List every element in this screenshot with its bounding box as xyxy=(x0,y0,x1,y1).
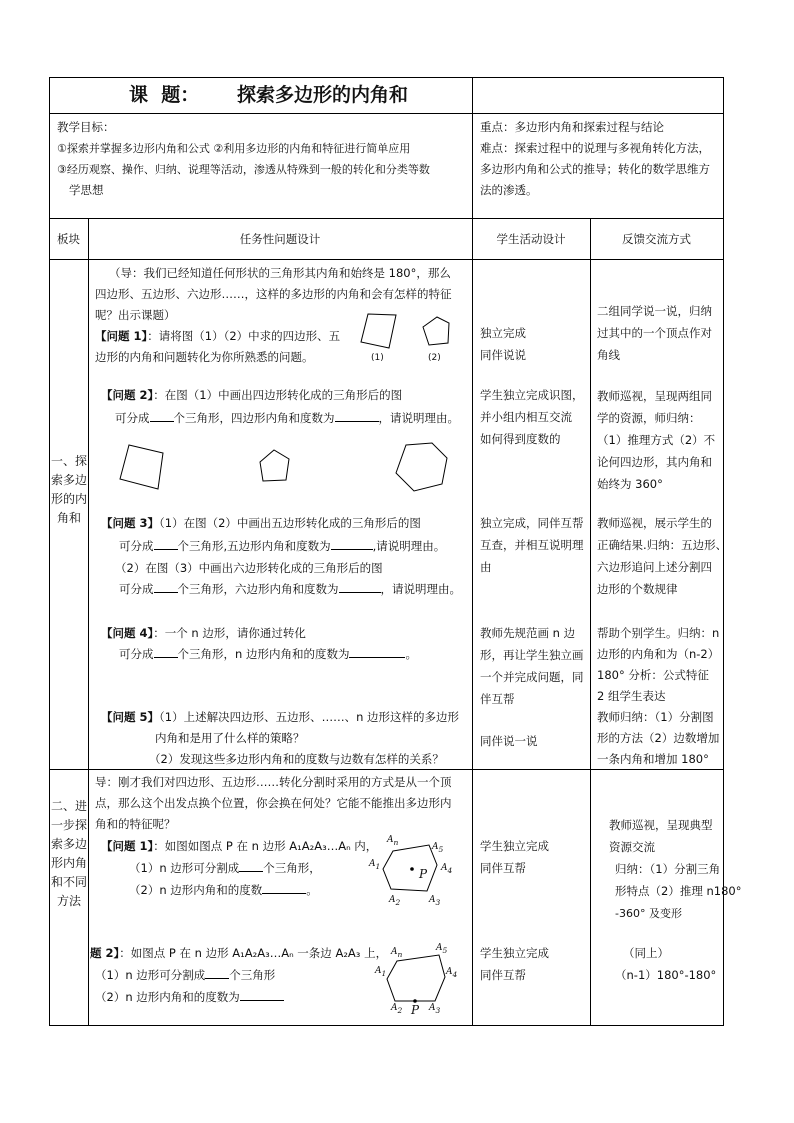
title-label: 课 题： xyxy=(129,84,200,106)
page-title: 探索多边形的内角和 xyxy=(237,84,409,106)
answer-blank[interactable] xyxy=(150,408,174,422)
col-section: 板块 xyxy=(57,232,80,246)
student-activity: 学生独立完成识图， xyxy=(480,388,584,402)
feedback-line: 教师归纳：（1）分割图 xyxy=(597,710,714,724)
q2-label: 题 2】 xyxy=(90,946,120,960)
feedback-line: （1）推理方式（2）不 xyxy=(597,433,716,447)
student-activity: 如何得到度数的 xyxy=(480,432,561,446)
student-activity: 同伴互帮 xyxy=(480,861,526,875)
figure-caption: (2) xyxy=(428,353,441,363)
difficulty-line: 多边形内角和公式的推导；转化的数学思维方 xyxy=(480,162,710,176)
intro-line: 导：刚才我们对四边形、五边形……转化分割时采用的方式是从一个顶 xyxy=(95,775,452,789)
figure-caption: (1) xyxy=(371,353,384,363)
answer-blank[interactable] xyxy=(262,880,306,894)
section1-label: 一、探索多边形的内角和 xyxy=(50,454,87,525)
difficulty-line: 法的渗透。 xyxy=(480,183,538,197)
answer-blank[interactable] xyxy=(239,858,263,872)
intro-line: 四边形、五边形、六边形……，这样的多边形的内角和会有怎样的特征 xyxy=(95,287,452,301)
feedback-line: （n-1）180°-180° xyxy=(615,968,717,982)
q5-text: （1）上述解决四边形、五边形、……、n 边形这样的多边形 xyxy=(159,710,460,724)
quadrilateral-figure xyxy=(118,443,168,491)
feedback-line: 边形的内角和为（n-2） xyxy=(597,647,720,661)
q3-label: 【问题 3】 xyxy=(101,516,160,530)
feedback-line: 教师巡视，呈现两组同 xyxy=(597,389,712,403)
answer-blank[interactable] xyxy=(331,536,373,550)
q4-text: ：一个 n 边形，请你通过转化 xyxy=(153,626,306,640)
student-activity: 同伴互帮 xyxy=(480,968,526,982)
pentagon-figure xyxy=(257,448,293,484)
feedback-line: 始终为 360° xyxy=(597,477,663,491)
student-activity: 同伴说一说 xyxy=(480,734,538,748)
answer-blank[interactable] xyxy=(154,579,178,593)
q1-label: 【问题 1】 xyxy=(101,839,154,853)
student-activity: 并小组内相互交流 xyxy=(480,410,572,424)
feedback-line: 过其中的一个顶点作对 xyxy=(597,326,712,340)
answer-blank[interactable] xyxy=(339,579,381,593)
intro-line: 点，那么这个出发点换个位置，你会换在何处？它能不能推出多边形内 xyxy=(95,796,452,810)
key-point-line: 重点：多边形内角和探索过程与结论 xyxy=(480,120,664,134)
q5-label: 【问题 5】 xyxy=(101,710,160,724)
feedback-line: 教师巡视，展示学生的 xyxy=(597,516,712,530)
hexagon-figure xyxy=(393,441,449,493)
q1-text: 边形的内角和问题转化为你所熟悉的问题。 xyxy=(95,350,314,364)
student-activity: 互查，并相互说明理 xyxy=(480,538,584,552)
student-activity: 教师先规范画 n 边 xyxy=(480,626,576,640)
student-activity: 独立完成 xyxy=(480,326,526,340)
answer-blank[interactable] xyxy=(349,644,405,658)
objective-line: ③经历观察、操作、归纳、说理等活动，渗透从特殊到一般的转化和分类等数 xyxy=(57,163,430,176)
feedback-line: 六边形追问上述分割四 xyxy=(597,560,712,574)
feedback-line: 形的方法（2）边数增加 xyxy=(597,731,720,745)
intro-line: 呢？出示课题） xyxy=(95,308,176,322)
student-activity: 同伴说说 xyxy=(480,348,526,362)
student-activity: 形，再让学生独立画 xyxy=(480,648,584,662)
feedback-line: 边形的个数规律 xyxy=(597,582,678,596)
q5-text: （2）发现这些多边形内角和的度数与边数有怎样的关系？ xyxy=(149,752,444,766)
q2-text: ：如图点 P 在 n 边形 A₁A₂A₃…Aₙ 一条边 A₂A₃ 上， xyxy=(119,946,388,960)
q2-label: 【问题 2】 xyxy=(101,388,154,402)
feedback-line: 形特点（2）推理 n180° xyxy=(615,884,742,898)
feedback-line: 归纳：（1）分割三角 xyxy=(615,862,721,876)
pentagon-figure xyxy=(421,315,451,347)
quadrilateral-figure xyxy=(359,311,399,351)
feedback-line: 180° 分析：公式特征 xyxy=(597,668,709,682)
answer-blank[interactable] xyxy=(154,536,178,550)
feedback-line: （同上） xyxy=(623,946,669,960)
student-activity: 一个并完成问题，同 xyxy=(480,670,584,684)
q2-text: ：在图（1）中画出四边形转化成的三角形后的图 xyxy=(153,388,403,402)
objective-line: 学思想 xyxy=(69,183,104,197)
feedback-line: 学的资源，师归纳： xyxy=(597,411,701,425)
col-feedback: 反馈交流方式 xyxy=(622,232,691,246)
objective-line: ①探索并掌握多边形内角和公式 ②利用多边形的内角和特征进行简单应用 xyxy=(57,142,411,155)
q3-text: （1）在图（2）中画出五边形转化成的三角形后的图 xyxy=(159,516,421,530)
answer-blank[interactable] xyxy=(240,987,284,1001)
answer-blank[interactable] xyxy=(335,408,379,422)
student-activity: 学生独立完成 xyxy=(480,946,549,960)
feedback-line: 资源交流 xyxy=(609,840,655,854)
q1-text: ：请将图（1）（2）中求的四边形、五 xyxy=(147,329,341,343)
answer-blank[interactable] xyxy=(154,644,178,658)
student-activity: 由 xyxy=(480,560,492,574)
intro-line: （导：我们已经知道任何形状的三角形其内角和始终是 180°，那么 xyxy=(109,266,451,280)
intro-line: 角和的特征呢？ xyxy=(95,817,176,831)
student-activity: 伴互帮 xyxy=(480,692,515,706)
feedback-line: 二组同学说一说，归纳 xyxy=(597,304,712,318)
objectives-heading: 教学目标： xyxy=(57,120,115,134)
feedback-line: 教师巡视，呈现典型 xyxy=(609,818,713,832)
feedback-line: -360° 及变形 xyxy=(615,907,682,920)
q5-text: 内角和是用了什么样的策略？ xyxy=(155,731,305,745)
q1-text: ：如图如图点 P 在 n 边形 A₁A₂A₃…Aₙ 内， xyxy=(153,839,378,853)
feedback-line: 一条内角和增加 180° xyxy=(597,752,709,766)
lesson-plan-table: 课 题： 探索多边形的内角和 教学目标： ①探索并掌握多边形内角和公式 ②利用多边形的内角和特征进行简单应用 ③经历观察、操作、归纳、说理等活动，渗透从特殊到一般的转化和分类等数 学思想 重点：多边形内角和探索过程与结论 难点：探索过程中的说理与多视角转化方法， 多边形内角和公式的推导；转化的数学思维方 法的渗透。 板块 任务性问题设计 学生活动设计 反馈交流方式 一、探索多边形的内角和 （导：我们已经知道任何形状的三角形其内角和始终是 180°，那么 四边形、五边形、六边形……，这样的多边形的内角和会有怎样的特征 呢？出示课题） 【问题 1】：请将图（1）（2）中求的四边形、五 边形的内角和问题转化为你所熟悉的问题。 (1) (2) 【问题 2】：在图（1）中画出四边形转化成的三角形后的图 可分成 个三角形，四边形内角和度数为 ，请说明理由。 【问题 3】（1）在图（2）中画出五边形转化成的三角形后的图 可分成 个三角形,五边形内角和度数为 ,请说明理由。 （2）在图（3）中画出六边形转化成的三角形后的图 可分成 个三角形，六边形内角和度数为 ，请说明理由。 【问题 4】：一个 n 边形，请你通过转化 可分成 个三角形，n 边形内角和的度数为 。 【问题 5】（1）上述解决四边形、五边形、……、n 边形这样的多边形 内角和是用了什么样的策略？ （2）发现这些多边形内角和的度数与边数有怎样的关系？ 独立完成 同伴说说 学生独立完成识图， 并小组内相互交流 如何得到度数的 独立完成，同伴互帮 互查，并相互说明理 由 教师先规范画 n 边 形，再让学生独立画 一个并完成问题，同 伴互帮 同伴说一说 二组同学说一说，归纳 过其中的一个顶点作对 角线 教师巡视，呈现两组同 学的资源，师归纳： （1）推理方式（2）不 论何四边形，其内角和 始终为 360° 教师巡视，展示学生的 正确结果.归纳：五边形、 六边形追问上述分割四 边形的个数规律 帮助个别学生。归纳：n 边形的内角和为（n-2） 180° 分析：公式特征 2 组学生表达 教师归纳：（1）分割图 形的方法（2）边数增加 一条内角和增加 180° 二、进一步探索多边形内角和不同方法 导：刚才我们对四边形、五边形……转化分割时采用的方式是从一个顶 点，那么这个出发点换个位置，你会换在何处？它能不能推出多边形内 角和的特征呢？ 【问题 1】：如图如图点 P 在 n 边形 A₁A₂A₃…Aₙ 内， （1）n 边形可分割成 个三角形， （2）n 边形内角和的度数 。 $A_n$ $A_5$ $A_4$ $A_1$ $A_2$ $A_3$ P 题 2】：如图点 P 在 n 边形 A₁A₂A₃…Aₙ 一条边 A₂A₃ 上， （1）n 边形可分割成 个三角形 （2）n 边形内角和的度数为 $A_n$ $A_5$ $A_4$ $A_1$ $A_2$ $A_3$ P 学生独立完成 同伴互帮 学生独立完成 同伴互帮 教师巡视，呈现典型 资源交流 归纳：（1）分割三角 形特点（2）推理 n180° -360° 及变形 （同上） （n-1）180°-180° xyxy=(49,77,724,1026)
q3-text: （2）在图（3）中画出六边形转化成的三角形后的图 xyxy=(115,561,383,575)
feedback-line: 论何四边形，其内角和 xyxy=(597,455,712,469)
student-activity: 学生独立完成 xyxy=(480,839,549,853)
answer-blank[interactable] xyxy=(205,965,229,979)
col-task: 任务性问题设计 xyxy=(239,232,321,246)
q1-label: 【问题 1】 xyxy=(95,329,148,343)
section2-label: 二、进一步探索多边形内角和不同方法 xyxy=(50,799,87,908)
feedback-line: 正确结果.归纳：五边形、 xyxy=(597,538,728,552)
feedback-line: 角线 xyxy=(597,348,620,362)
difficulty-line: 难点：探索过程中的说理与多视角转化方法， xyxy=(480,141,710,155)
col-student: 学生活动设计 xyxy=(496,232,566,246)
student-activity: 独立完成，同伴互帮 xyxy=(480,516,584,530)
q4-label: 【问题 4】 xyxy=(101,626,154,640)
feedback-line: 帮助个别学生。归纳：n xyxy=(597,626,720,640)
feedback-line: 2 组学生表达 xyxy=(597,689,666,703)
